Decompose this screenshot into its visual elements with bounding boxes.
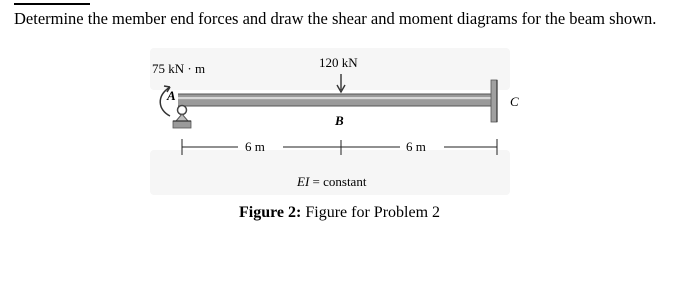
rigidity-symbol: EI — [297, 174, 310, 189]
moment-label: 75 kN · m — [152, 61, 206, 76]
figure-caption — [239, 203, 440, 223]
span-right-label: 6 m — [406, 139, 426, 154]
point-a-label: A — [167, 88, 176, 103]
caption-label: Figure 2: — [239, 204, 302, 221]
point-b-label: B — [335, 113, 344, 128]
point-c-label: C — [510, 94, 519, 109]
span-left-label: 6 m — [245, 139, 265, 154]
rigidity-label — [296, 174, 367, 189]
caption-text: Figure for Problem 2 — [301, 204, 441, 221]
load-label: 120 kN — [319, 55, 358, 70]
problem-statement: Determine the member end forces and draw the shear and moment diagrams for the beam shown. — [14, 9, 657, 28]
rigidity-suffix: = constant — [309, 174, 367, 189]
hinge-support-a — [173, 106, 191, 129]
beam — [178, 94, 492, 106]
fixed-support-c — [491, 80, 497, 122]
